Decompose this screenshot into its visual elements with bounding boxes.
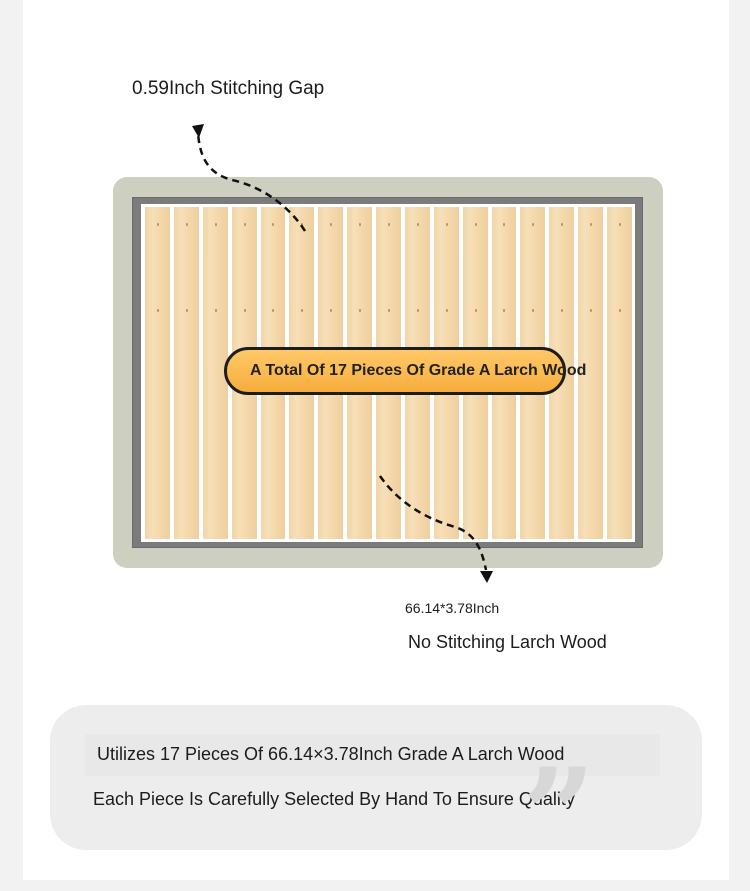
gap-arrow-head bbox=[192, 124, 204, 138]
gap-arrow-line bbox=[198, 133, 305, 231]
quote-mark-icon: ” bbox=[522, 741, 596, 891]
quote-line-2: Each Piece Is Carefully Selected By Hand To Ensure Quality bbox=[93, 789, 575, 809]
size-arrow-line bbox=[380, 476, 486, 570]
wood-type-label: No Stitching Larch Wood bbox=[408, 632, 607, 652]
quote-box bbox=[50, 705, 702, 850]
highlight-text: A Total Of 17 Pieces Of Grade A Larch Wood bbox=[250, 362, 587, 379]
quote-line-1: Utilizes 17 Pieces Of 66.14×3.78Inch Grade A Larch Wood bbox=[97, 744, 565, 764]
stitching-gap-label: 0.59Inch Stitching Gap bbox=[132, 78, 325, 99]
piece-size-label: 66.14*3.78Inch bbox=[405, 600, 500, 616]
size-arrow-head bbox=[480, 571, 493, 583]
